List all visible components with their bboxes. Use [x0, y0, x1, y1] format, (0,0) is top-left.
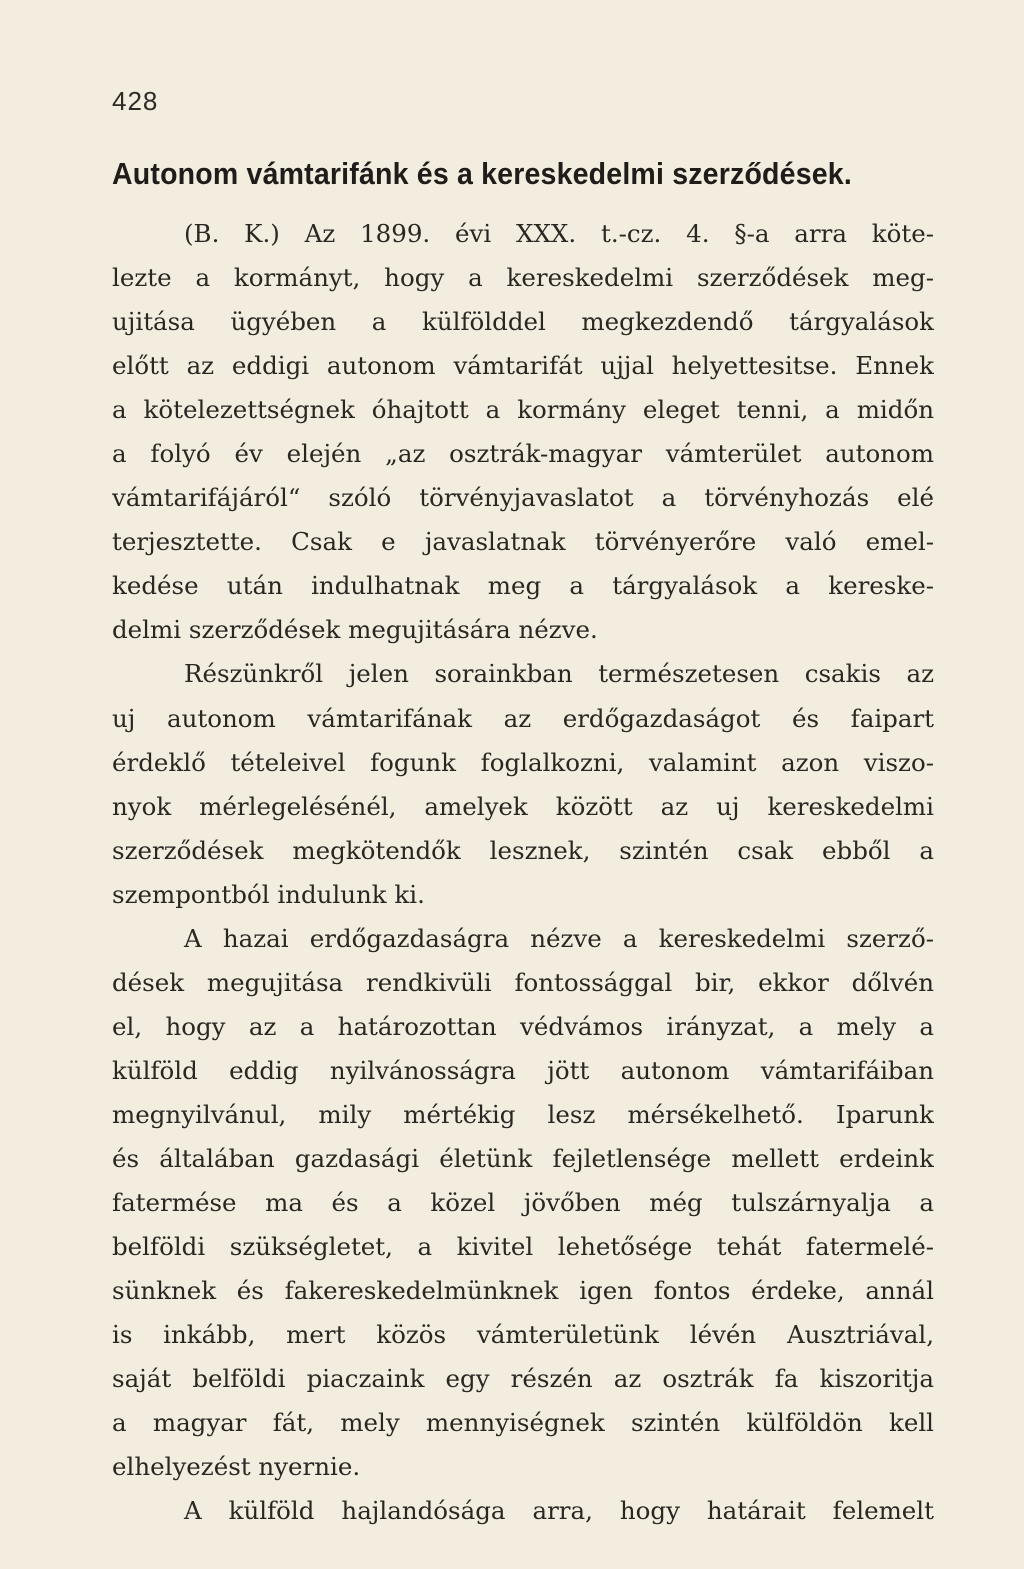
text-line: fatermése ma és a közel jövőben még tulszárnyalja a [112, 1188, 934, 1218]
text-line: elhelyezést nyernie. [112, 1452, 361, 1482]
paragraph-3 [112, 917, 934, 1490]
text-line: érdeklő tételeivel fogunk foglalkozni, valamint azon viszo- [112, 747, 934, 777]
paragraph-1 [112, 212, 934, 652]
text-line: kedése után indulhatnak meg a tárgyalások a kereske- [112, 571, 934, 601]
text-line: és általában gazdasági életünk fejletlensége mellett erdeink [112, 1143, 934, 1173]
page-number: 428 [112, 86, 159, 116]
text-line: szerződések megkötendők lesznek, szintén csak ebből a [112, 835, 934, 865]
text-line: a magyar fát, mely mennyiségnek szintén külföldön kell [112, 1408, 934, 1438]
text-line: ujitása ügyében a külfölddel megkezdendő tárgyalások [112, 307, 934, 337]
text-line: szempontból indulunk ki. [112, 879, 425, 909]
text-line: a folyó év elején „az osztrák-magyar vámterület autonom [112, 439, 934, 469]
text-line: vámtarifájáról“ szóló törvényjavaslatot a törvényhozás elé [112, 483, 934, 513]
text-line: dések megujitása rendkivüli fontossággal bir, ekkor dőlvén [112, 967, 934, 997]
text-line: el, hogy az a határozottan védvámos irányzat, a mely a [112, 1011, 934, 1041]
text-line: saját belföldi piaczaink egy részén az osztrák fa kiszoritja [112, 1364, 934, 1394]
text-line: Részünkről jelen sorainkban természetesen csakis az [184, 659, 934, 689]
text-line: uj autonom vámtarifának az erdőgazdaságot és faipart [112, 703, 934, 733]
article-body [112, 212, 934, 1533]
text-line: is inkább, mert közös vámterületünk lévén Ausztriával, [112, 1320, 934, 1350]
paragraph-2 [112, 652, 934, 916]
text-line: külföld eddig nyilvánosságra jött autonom vámtarifáiban [112, 1055, 934, 1085]
text-line: előtt az eddigi autonom vámtarifát ujjal helyettesitse. Ennek [112, 351, 934, 381]
text-line: lezte a kormányt, hogy a kereskedelmi szerződések meg- [112, 263, 934, 293]
text-line: sünknek és fakereskedelmünknek igen fontos érdeke, annál [112, 1276, 934, 1306]
text-line: A hazai erdőgazdaságra nézve a kereskedelmi szerző- [184, 923, 934, 953]
text-line: belföldi szükségletet, a kivitel lehetősége tehát fatermelé- [112, 1232, 934, 1262]
text-line: terjesztette. Csak e javaslatnak törvényerőre való emel- [112, 527, 934, 557]
text-line: delmi szerződések megujitására nézve. [112, 615, 598, 645]
text-line: (B. K.) Az 1899. évi XXX. t.-cz. 4. §-a arra köte- [184, 219, 934, 248]
text-line: A külföld hajlandósága arra, hogy határait felemelt [184, 1496, 934, 1526]
paragraph-4 [112, 1489, 934, 1533]
text-line: a kötelezettségnek óhajtott a kormány eleget tenni, a midőn [112, 395, 934, 425]
text-line: megnyilvánul, mily mértékig lesz mérsékelhető. Iparunk [112, 1099, 934, 1129]
article-title: Autonom vámtarifánk és a kereskedelmi szerződések. [112, 156, 852, 191]
text-line: nyok mérlegelésénél, amelyek között az uj kereskedelmi [112, 791, 934, 821]
